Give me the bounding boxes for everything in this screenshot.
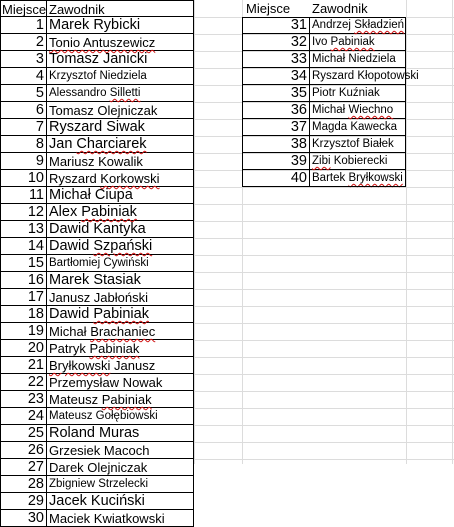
name-text: Michał: [312, 104, 349, 116]
name-text: Tomasz Olejniczak: [49, 103, 158, 118]
gridline-col-c: [194, 0, 195, 464]
name-text: Andrzej: [312, 19, 355, 31]
right-name-cell[interactable]: [310, 17, 406, 34]
table-row: [0, 51, 194, 68]
gridline-row: [194, 459, 454, 460]
left-name-cell[interactable]: [47, 289, 194, 306]
misspelled-word: Silletti: [109, 87, 141, 99]
table-row: [0, 425, 194, 442]
left-place-cell[interactable]: 6: [0, 102, 47, 119]
right-header-row: [242, 0, 406, 17]
table-row: [242, 119, 406, 136]
name-text: Ryszard Kłopotowski: [312, 70, 419, 82]
left-name-cell[interactable]: [47, 272, 194, 289]
misspelled-word: Korkowski: [100, 171, 160, 186]
name-text: Krzysztof Białek: [312, 138, 394, 150]
right-name-cell[interactable]: [310, 51, 406, 68]
table-row: [0, 34, 194, 51]
left-place-cell[interactable]: 4: [0, 68, 47, 85]
left-name-cell[interactable]: [47, 357, 194, 374]
table-row: [0, 357, 194, 374]
table-row: [0, 289, 194, 306]
gridline-row: [194, 323, 454, 324]
table-row: [0, 119, 194, 136]
right-header-place[interactable]: Miejsce: [246, 1, 291, 16]
name-text: Darek Olejniczak: [49, 460, 148, 475]
misspelled-word: Charciarek: [76, 136, 147, 152]
table-row: [0, 238, 194, 255]
left-place-cell[interactable]: 24: [0, 408, 47, 425]
name-text: Ivo: [312, 36, 331, 48]
left-name-cell[interactable]: [47, 17, 194, 34]
right-name-cell[interactable]: [310, 136, 406, 153]
left-name-cell[interactable]: [47, 476, 194, 493]
right-header-name[interactable]: Zawodnik: [312, 1, 368, 16]
name-text: Zbigniew Strzelecki: [49, 478, 149, 490]
table-row: [0, 306, 194, 323]
gridline-row: [194, 255, 454, 256]
name-text: Piotr Kuźniak: [312, 87, 380, 99]
table-row: [0, 272, 194, 289]
table-row: [0, 68, 194, 85]
name-text: Grzesiek Macoch: [49, 443, 150, 458]
misspelled-word: Bryłkowski: [348, 172, 403, 184]
left-name-cell[interactable]: [47, 408, 194, 425]
left-place-cell[interactable]: 15: [0, 255, 47, 272]
left-name-cell[interactable]: [47, 374, 194, 391]
left-place-cell[interactable]: 17: [0, 289, 47, 306]
gridline-row: [194, 425, 454, 426]
name-text: Janusz: [110, 358, 156, 373]
table-row: [0, 391, 194, 408]
name-text: Marek Rybicki: [49, 17, 141, 33]
left-name-cell[interactable]: [47, 425, 194, 442]
left-place-cell[interactable]: 19: [0, 323, 47, 340]
left-name-cell[interactable]: [47, 34, 194, 51]
left-place-cell[interactable]: 11: [0, 187, 47, 204]
left-place-cell[interactable]: 12: [0, 204, 47, 221]
name-text: Marek Stasiak: [49, 272, 141, 288]
table-row: [0, 476, 194, 493]
left-place-cell[interactable]: 14: [0, 238, 47, 255]
right-name-cell[interactable]: [310, 85, 406, 102]
table-row: [0, 510, 194, 527]
table-row: [0, 408, 194, 425]
left-header-name[interactable]: Zawodnik: [47, 0, 194, 17]
left-name-cell[interactable]: [47, 204, 194, 221]
left-place-cell[interactable]: 10: [0, 170, 47, 187]
left-name-cell[interactable]: [47, 68, 194, 85]
table-row: [0, 170, 194, 187]
name-text: Dawid: [49, 238, 94, 254]
left-place-cell[interactable]: 27: [0, 459, 47, 476]
right-place-cell[interactable]: 38: [242, 136, 310, 153]
table-row: [242, 68, 419, 85]
name-text: Michał: [49, 324, 91, 339]
left-place-cell[interactable]: 28: [0, 476, 47, 493]
table-row: [0, 340, 194, 357]
right-place-cell[interactable]: 31: [242, 17, 310, 34]
gridline-row: [194, 408, 454, 409]
name-text: Bartłomiej Cywiński: [49, 257, 149, 269]
left-place-cell[interactable]: 8: [0, 136, 47, 153]
table-row: [242, 17, 406, 34]
misspelled-word: Składzień: [354, 19, 405, 31]
right-place-cell[interactable]: 40: [242, 170, 310, 187]
table-row: [242, 51, 406, 68]
left-name-cell[interactable]: [47, 255, 194, 272]
left-name-cell[interactable]: [47, 442, 194, 459]
left-name-cell[interactable]: [47, 136, 194, 153]
name-text: Michał Niedziela: [312, 53, 396, 65]
left-name-cell[interactable]: [47, 306, 194, 323]
right-name-cell[interactable]: [310, 170, 406, 187]
left-name-cell[interactable]: [47, 510, 194, 527]
left-place-cell[interactable]: 16: [0, 272, 47, 289]
gridline-row: [194, 306, 454, 307]
table-row: [0, 204, 194, 221]
left-name-cell[interactable]: [47, 85, 194, 102]
misspelled-word: Pabiniak: [81, 204, 137, 220]
name-text: Krzysztof Niedziela: [49, 70, 147, 82]
table-row: [0, 323, 194, 340]
name-text: Jacek Kuciński: [49, 493, 145, 509]
misspelled-word: Zibi: [312, 155, 331, 167]
table-row: [0, 374, 194, 391]
left-place-cell[interactable]: 21: [0, 357, 47, 374]
left-place-cell[interactable]: 13: [0, 221, 47, 238]
left-name-cell[interactable]: [47, 170, 194, 187]
left-name-cell[interactable]: [47, 187, 194, 204]
right-place-cell[interactable]: 33: [242, 51, 310, 68]
table-row: [242, 34, 406, 51]
gridline-row: [194, 391, 454, 392]
name-text: Mariusz Kowalik: [49, 154, 143, 169]
name-text: Ryszard Siwak: [49, 119, 145, 135]
left-name-cell[interactable]: [47, 340, 194, 357]
gridline-row: [194, 374, 454, 375]
right-name-cell[interactable]: [310, 34, 406, 51]
left-name-cell[interactable]: [47, 119, 194, 136]
table-row: [0, 255, 194, 272]
left-name-cell[interactable]: [47, 238, 194, 255]
left-place-cell[interactable]: 29: [0, 493, 47, 510]
gridline-row: [194, 340, 454, 341]
table-row: [242, 85, 406, 102]
left-name-cell[interactable]: [47, 51, 194, 68]
left-place-cell[interactable]: 18: [0, 306, 47, 323]
right-place-cell[interactable]: 37: [242, 119, 310, 136]
name-text: Mateusz: [49, 392, 102, 407]
misspelled-word: Tonio Antuszewicz: [49, 35, 156, 50]
gridline-row: [194, 442, 454, 443]
name-text: Ryszard: [49, 171, 101, 186]
left-place-cell[interactable]: 1: [0, 17, 47, 34]
table-row: [0, 459, 194, 476]
table-row: [0, 442, 194, 459]
table-row: [0, 187, 194, 204]
left-place-cell[interactable]: 25: [0, 425, 47, 442]
right-place-cell[interactable]: 35: [242, 85, 310, 102]
name-text: Alessandro: [49, 87, 110, 99]
right-place-cell[interactable]: 34: [242, 68, 310, 85]
name-text: Dawid Kantyka: [49, 221, 146, 237]
left-name-cell[interactable]: [47, 459, 194, 476]
table-row: [242, 102, 406, 119]
left-name-cell[interactable]: [47, 102, 194, 119]
misspelled-word: Bryłkowski: [49, 358, 111, 373]
misspelled-word: Szpański: [93, 238, 153, 254]
left-place-cell[interactable]: 7: [0, 119, 47, 136]
left-name-cell[interactable]: [47, 391, 194, 408]
right-name-cell[interactable]: [310, 68, 419, 85]
gridline-row: [194, 238, 454, 239]
gridline-row: [194, 221, 454, 222]
name-text: Mateusz Gołębiowski: [49, 410, 158, 422]
left-place-cell[interactable]: 22: [0, 374, 47, 391]
left-place-cell[interactable]: 3: [0, 51, 47, 68]
right-place-cell[interactable]: 39: [242, 153, 310, 170]
name-text: Magda Kawecka: [312, 121, 398, 133]
left-place-cell[interactable]: 5: [0, 85, 47, 102]
name-text: Alex: [49, 204, 82, 220]
gridline-row: [194, 289, 454, 290]
table-row: [242, 153, 406, 170]
right-name-cell[interactable]: [310, 153, 406, 170]
misspelled-word: Pabiniak: [89, 341, 140, 356]
left-place-cell[interactable]: 30: [0, 510, 47, 527]
name-text: Jan: [49, 136, 77, 152]
left-place-cell[interactable]: 20: [0, 340, 47, 357]
left-place-cell[interactable]: 9: [0, 153, 47, 170]
name-text: Przemysław Nowak: [49, 375, 163, 390]
name-text: Maciek Kwiatkowski: [49, 511, 165, 526]
table-row: [0, 85, 194, 102]
left-header-place[interactable]: Miejsce: [2, 2, 47, 17]
table-row: [0, 493, 194, 510]
left-place-cell[interactable]: 23: [0, 391, 47, 408]
right-name-cell[interactable]: [310, 102, 406, 119]
name-text: Bartek: [312, 172, 349, 184]
right-name-cell[interactable]: [310, 119, 406, 136]
gridline-col-g: [452, 0, 453, 464]
left-name-cell[interactable]: [47, 153, 194, 170]
name-text: Patryk: [49, 341, 90, 356]
misspelled-word: Pabiniak: [330, 36, 375, 48]
name-text: Dawid: [49, 306, 94, 322]
table-row: [242, 170, 406, 187]
name-text: Michał Ciupa: [49, 187, 133, 203]
table-row: [0, 153, 194, 170]
left-name-cell[interactable]: [47, 323, 194, 340]
left-header-row: [0, 0, 194, 17]
misspelled-word: Pabiniak: [93, 306, 149, 322]
misspelled-word: Wiechno: [348, 104, 394, 116]
table-row: [0, 221, 194, 238]
table-row: [242, 136, 406, 153]
left-place-cell[interactable]: 2: [0, 34, 47, 51]
left-name-cell[interactable]: [47, 221, 194, 238]
misspelled-word: Brachaniec: [90, 324, 156, 339]
right-place-cell[interactable]: 32: [242, 34, 310, 51]
right-place-cell[interactable]: 36: [242, 102, 310, 119]
gridline-row: [194, 272, 454, 273]
name-text: Janusz Jabłoński: [49, 290, 148, 305]
name-text: Kobierecki: [330, 155, 388, 167]
left-name-cell[interactable]: [47, 493, 194, 510]
table-row: [0, 102, 194, 119]
gridline-row: [194, 187, 454, 188]
table-row: [0, 17, 194, 34]
gridline-row: [194, 204, 454, 205]
table-row: [0, 136, 194, 153]
left-place-cell[interactable]: 26: [0, 442, 47, 459]
name-text: Roland Muras: [49, 425, 140, 441]
name-text: Tomasz Janicki: [49, 51, 148, 67]
misspelled-word: Pabiniak: [101, 392, 152, 407]
gridline-row: [194, 357, 454, 358]
